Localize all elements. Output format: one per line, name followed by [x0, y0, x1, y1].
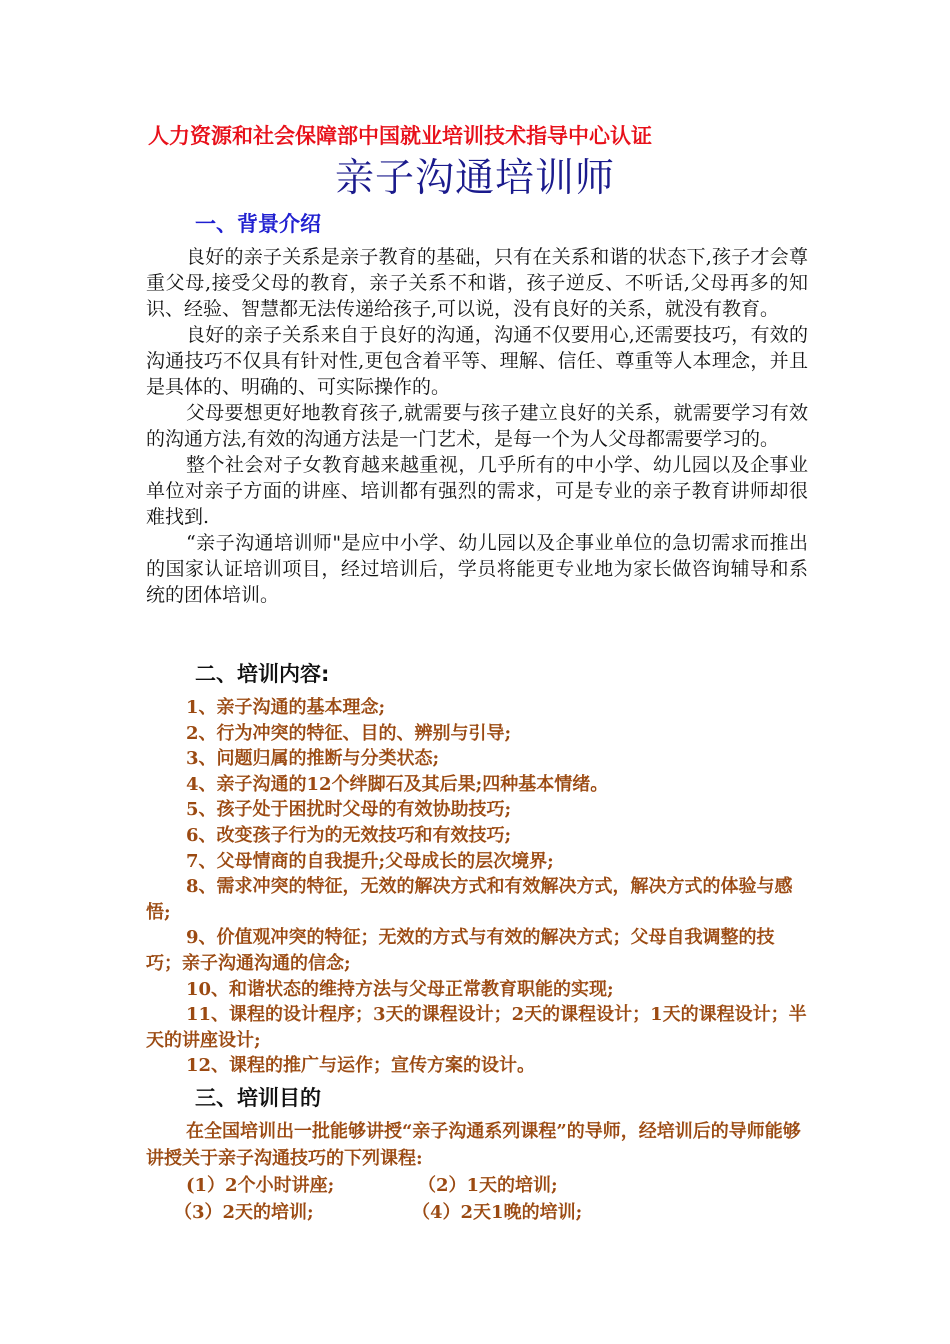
- paragraph: 整个社会对子女教育越来越重视，几乎所有的中小学、幼儿园以及企事业单位对亲子方面的讲座、培训都有强烈的需求，可是专业的亲子教育讲师却很难找到.: [146, 454, 808, 528]
- section-heading-content: 二、培训内容:: [195, 662, 330, 686]
- list-item: 11、课程的设计程序；3天的课程设计；2天的课程设计；1天的课程设计；半天的讲座设计;: [146, 1004, 807, 1051]
- certification-line: 人力资源和社会保障部中国就业培训技术指导中心认证: [148, 124, 652, 148]
- paragraph: 良好的亲子关系来自于良好的沟通，沟通不仅要用心,还需要技巧，有效的沟通技巧不仅具有针对性,更包含着平等、理解、信任、尊重等人本理念，并且是具体的、明确的、可实际操作的。: [146, 324, 808, 398]
- background-section-body: [146, 244, 808, 608]
- purpose-intro: 在全国培训出一批能够讲授“亲子沟通系列课程”的导师，经培训后的导师能够讲授关于亲子沟通技巧的下列课程:: [146, 1121, 801, 1169]
- paragraph: 父母要想更好地教育孩子,就需要与孩子建立良好的关系，就需要学习有效的沟通方法,有效的沟通方法是一门艺术，是每一个为人父母都需要学习的。: [146, 402, 808, 450]
- course-row: [146, 1172, 808, 1199]
- course-item: （4）2天1晚的培训;: [412, 1202, 583, 1223]
- list-item: 7、父母情商的自我提升;父母成长的层次境界;: [186, 850, 554, 872]
- list-item: 8、需求冲突的特征，无效的解决方式和有效解决方式，解决方式的体验与感悟;: [146, 876, 793, 923]
- list-item: 3、问题归属的推断与分类状态;: [186, 748, 440, 770]
- paragraph: “亲子沟通培训师"是应中小学、幼儿园以及企事业单位的急切需求而推出的国家认证培训项目，经过培训后，学员将能更专业地为家长做咨询辅导和系统的团体培训。: [146, 532, 808, 606]
- paragraph: 良好的亲子关系是亲子教育的基础，只有在关系和谐的状态下,孩子才会尊重父母,接受父母的教育，亲子关系不和谐，孩子逆反、不听话,父母再多的知识、经验、智慧都无法传递给孩子,可以说，没有良好的关系，就没有教育。: [146, 246, 808, 320]
- course-item: （3）2天的培训;: [174, 1202, 314, 1223]
- section-heading-purpose: 三、培训目的: [195, 1086, 321, 1110]
- course-item: （2）1天的培训;: [418, 1175, 558, 1196]
- course-row: [146, 1199, 808, 1226]
- list-item: 2、行为冲突的特征、目的、辨别与引导;: [186, 722, 512, 744]
- list-item: 12、课程的推广与运作；宣传方案的设计。: [186, 1055, 536, 1077]
- course-item: (1）2个小时讲座;: [186, 1175, 335, 1196]
- list-item: 1、亲子沟通的基本理念;: [186, 697, 386, 718]
- list-item: 9、价值观冲突的特征；无效的方式与有效的解决方式；父母自我调整的技巧；亲子沟通沟通的信念;: [146, 927, 775, 974]
- page-title: 亲子沟通培训师: [334, 156, 615, 201]
- list-item: 4、亲子沟通的12个绊脚石及其后果;四种基本情绪。: [186, 773, 609, 795]
- training-content-list: [146, 695, 808, 1079]
- list-item: 6、改变孩子行为的无效技巧和有效技巧;: [186, 824, 512, 846]
- list-item: 10、和谐状态的维持方法与父母正常教育职能的实现;: [186, 978, 614, 1000]
- section-heading-background: 一、背景介绍: [195, 212, 321, 236]
- training-purpose-body: [146, 1118, 808, 1226]
- list-item: 5、孩子处于困扰时父母的有效协助技巧;: [186, 799, 512, 821]
